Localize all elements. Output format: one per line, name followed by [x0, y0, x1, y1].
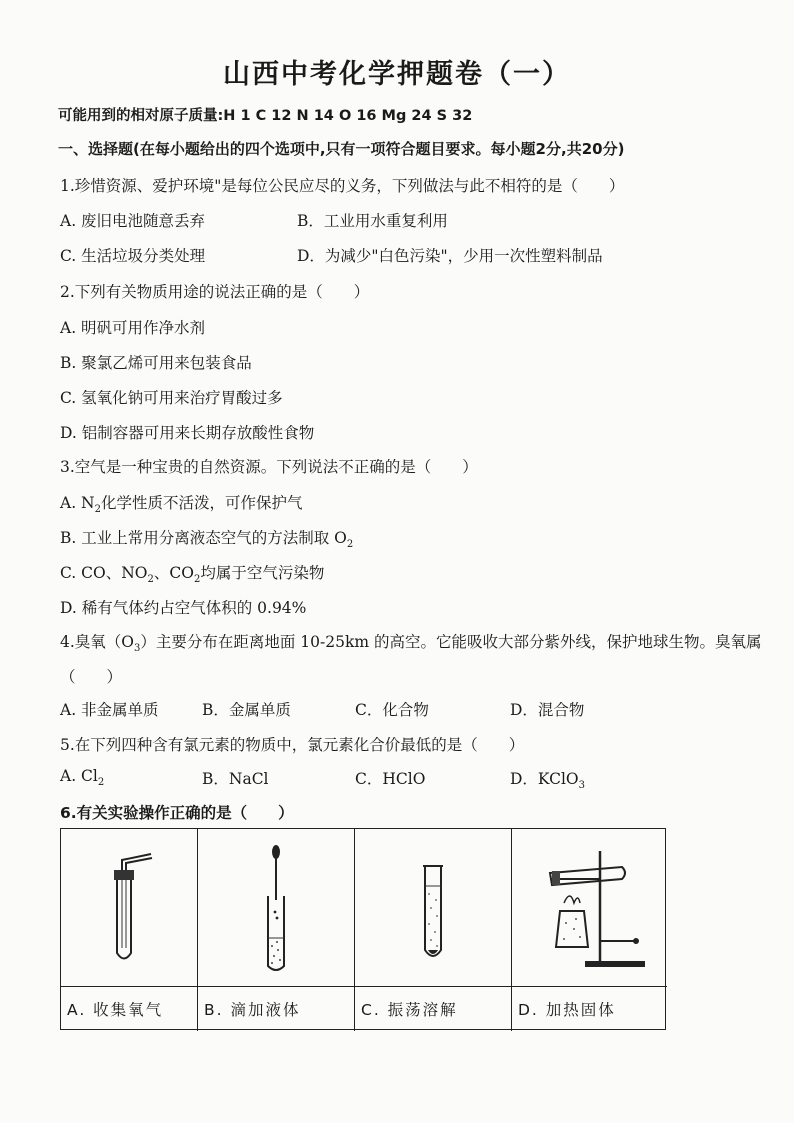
question-3-stem: 3.空气是一种宝贵的自然资源。下列说法不正确的是（ ） [60, 458, 478, 476]
q4-stem-text-post: ）主要分布在距离地面 10-25km 的高空。它能吸收大部分紫外线，保护地球生物。臭氧属 [140, 633, 762, 651]
q6-image-a [61, 829, 198, 987]
q5-option-c: C．HClO [355, 770, 426, 788]
q6-image-c [355, 829, 512, 987]
q1-option-a: A. 废旧电池随意丢弃 [60, 212, 206, 230]
q5-d-text: D．KClO [510, 770, 579, 788]
heating-apparatus-icon [530, 843, 650, 973]
q3-c-mid: 、CO [153, 564, 194, 582]
q1-option-d: D．为减少"白色污染"，少用一次性塑料制品 [297, 247, 603, 265]
test-tube-collect-icon [89, 848, 169, 968]
q4-stem-sub: 3 [134, 643, 141, 655]
q6-caption-c: C. 振荡溶解 [355, 987, 512, 1031]
q5-option-b: B．NaCl [202, 770, 269, 788]
q5-d-sub: 3 [578, 780, 585, 792]
q3-c-sub2: 2 [193, 574, 201, 586]
q3-option-b [60, 526, 353, 550]
q3-c-text: C. CO、NO [60, 564, 148, 582]
q5-a-sub: 2 [97, 777, 105, 789]
q3-option-c [60, 561, 324, 585]
q6-caption-b: B. 滴加液体 [198, 987, 355, 1031]
q4-stem-text: 4.臭氧（O [60, 633, 134, 651]
q3-b-sub: 2 [346, 539, 354, 551]
question-5-stem: 5.在下列四种含有氯元素的物质中，氯元素化合价最低的是（ ） [60, 736, 525, 754]
section-heading: 一、选择题(在每小题给出的四个选项中,只有一项符合题目要求。每小题2分,共20分) [58, 140, 625, 158]
q6-image-d [512, 829, 667, 987]
q6-options-table [60, 828, 666, 1030]
q3-a-text: A. N [60, 494, 95, 512]
question-4-stem [60, 630, 762, 654]
q3-b-text: B. 工业上常用分离液态空气的方法制取 O [60, 529, 347, 547]
q4-option-d: D．混合物 [510, 701, 585, 719]
q3-a-sub: 2 [94, 504, 101, 516]
q6-image-b [198, 829, 355, 987]
q2-option-a: A. 明矾可用作净水剂 [60, 319, 206, 337]
atomic-masses: 可能用到的相对原子质量:H 1 C 12 N 14 O 16 Mg 24 S 32 [58, 108, 473, 124]
q4-blank: （ ） [60, 668, 123, 686]
question-1-stem: 1.珍惜资源、爱护环境"是每位公民应尽的义务，下列做法与此不相符的是（ ） [60, 177, 625, 195]
page-title: 山西中考化学押题卷（一） [223, 59, 571, 90]
q1-option-b: B．工业用水重复利用 [297, 212, 448, 230]
q3-option-d: D. 稀有气体约占空气体积的 0.94% [60, 599, 307, 617]
q2-option-d: D. 铝制容器可用来长期存放酸性食物 [60, 424, 315, 442]
question-6-stem: 6.有关实验操作正确的是（ ） [60, 804, 294, 822]
q3-a-text-post: 化学性质不活泼，可作保护气 [101, 494, 303, 512]
q2-option-b: B. 聚氯乙烯可用来包装食品 [60, 354, 252, 372]
q4-option-a: A. 非金属单质 [60, 701, 159, 719]
q6-caption-d: D. 加热固体 [518, 1001, 616, 1019]
q4-option-b: B．金属单质 [202, 701, 291, 719]
q1-option-c: C. 生活垃圾分类处理 [60, 247, 206, 265]
q3-option-a [60, 491, 303, 515]
q4-option-c: C．化合物 [355, 701, 429, 719]
q5-option-a [60, 767, 104, 788]
q3-c-sub1: 2 [147, 574, 154, 586]
dropper-icon [236, 838, 316, 978]
q2-option-c: C. 氢氧化钠可用来治疗胃酸过多 [60, 389, 283, 407]
q5-option-d [510, 767, 585, 791]
question-2-stem: 2.下列有关物质用途的说法正确的是（ ） [60, 283, 370, 301]
q3-c-text-post: 均属于空气污染物 [200, 564, 325, 582]
q6-caption-a: A. 收集氧气 [61, 987, 198, 1031]
q5-a-text: A. Cl [60, 767, 98, 785]
shake-tube-icon [393, 848, 473, 968]
